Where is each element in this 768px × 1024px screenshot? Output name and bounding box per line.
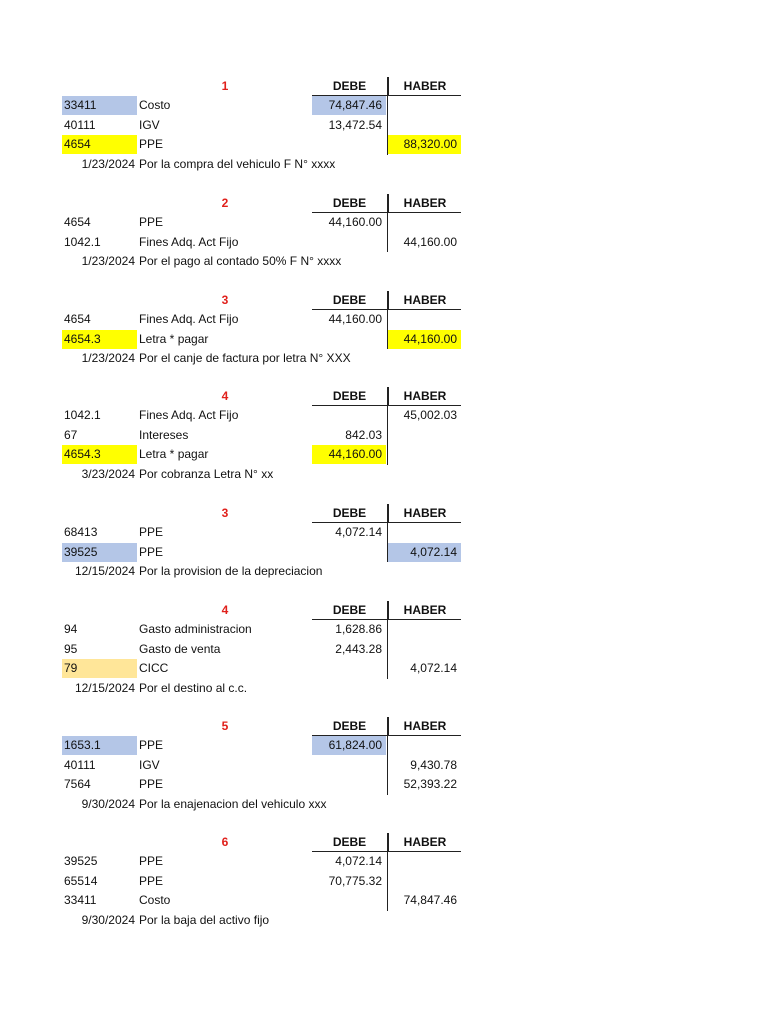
haber-amount-cell[interactable]: 44,160.00: [403, 234, 457, 249]
account-code-cell[interactable]: 39525: [64, 854, 98, 868]
haber-amount-cell[interactable]: 44,160.00: [388, 330, 461, 349]
entry-gloss[interactable]: Por cobranza Letra N° xx: [139, 466, 274, 481]
account-code-cell[interactable]: 4654: [64, 215, 91, 229]
account-description-cell[interactable]: PPE: [139, 777, 164, 791]
account-description-cell[interactable]: Gasto administracion: [139, 622, 252, 636]
account-code-cell[interactable]: 1042.1: [64, 234, 101, 249]
column-divider: [387, 387, 388, 465]
entry-number: 4: [221, 389, 229, 403]
account-code-cell[interactable]: 4654.3: [62, 330, 137, 349]
column-divider: [387, 77, 388, 155]
account-code-cell[interactable]: 33411: [64, 893, 97, 907]
account-description-cell[interactable]: Costo: [139, 893, 171, 907]
haber-header: HABER: [388, 504, 461, 523]
entry-date[interactable]: 9/30/2024: [81, 912, 135, 927]
account-code-cell[interactable]: 79: [62, 659, 137, 678]
account-code-cell[interactable]: 39525: [62, 543, 137, 562]
account-description-cell[interactable]: IGV: [139, 117, 160, 132]
debe-header: DEBE: [312, 504, 387, 523]
account-description-cell[interactable]: Intereses: [139, 427, 189, 442]
account-description-cell[interactable]: CICC: [139, 661, 169, 675]
entry-date[interactable]: 9/30/2024: [81, 796, 135, 811]
debe-amount-cell[interactable]: 44,160.00: [312, 445, 386, 464]
debe-header: DEBE: [312, 601, 387, 620]
account-description-cell[interactable]: Fines Adq. Act Fijo: [139, 312, 239, 326]
entry-date[interactable]: 1/23/2024: [81, 254, 135, 268]
debe-amount-cell[interactable]: [312, 659, 386, 678]
haber-amount-cell[interactable]: [388, 620, 461, 639]
debe-amount-cell[interactable]: [312, 775, 386, 794]
haber-amount-cell[interactable]: [388, 640, 461, 659]
debe-amount-cell[interactable]: 61,824.00: [312, 736, 386, 755]
debe-amount-cell[interactable]: [312, 406, 386, 425]
account-description-cell[interactable]: Costo: [139, 98, 171, 112]
account-description-cell[interactable]: Letra * pagar: [139, 331, 209, 346]
account-code-cell[interactable]: 65514: [64, 873, 98, 888]
debe-header: DEBE: [312, 194, 387, 213]
haber-amount-cell[interactable]: [388, 426, 461, 445]
account-description-cell[interactable]: PPE: [139, 215, 164, 229]
account-code-cell[interactable]: 94: [64, 622, 78, 636]
account-description-cell[interactable]: PPE: [139, 738, 164, 752]
haber-amount-cell[interactable]: 4,072.14: [410, 661, 457, 675]
haber-amount-cell[interactable]: 4,072.14: [388, 543, 461, 562]
haber-amount-cell[interactable]: [388, 445, 461, 464]
account-description-cell[interactable]: Gasto de venta: [139, 641, 221, 656]
column-divider: [387, 601, 388, 679]
haber-amount-cell[interactable]: 45,002.03: [403, 408, 457, 422]
debe-header: DEBE: [312, 291, 387, 310]
account-code-cell[interactable]: 95: [64, 641, 78, 656]
entry-gloss[interactable]: Por la provision de la depreciacion: [139, 564, 323, 578]
account-description-cell[interactable]: Fines Adq. Act Fijo: [139, 408, 239, 422]
debe-amount-cell[interactable]: [312, 756, 386, 775]
column-divider: [387, 504, 388, 562]
entry-number: 2: [221, 196, 229, 210]
debe-amount-cell[interactable]: 4,072.14: [335, 525, 382, 539]
account-code-cell[interactable]: 4654.3: [62, 445, 137, 464]
debe-header: DEBE: [312, 717, 387, 736]
column-divider: [387, 194, 388, 252]
entry-date[interactable]: 12/15/2024: [74, 680, 135, 695]
haber-header: HABER: [388, 291, 461, 310]
haber-header: HABER: [388, 833, 461, 852]
haber-amount-cell[interactable]: 74,847.46: [403, 893, 457, 907]
entry-gloss[interactable]: Por la enajenacion del vehiculo xxx: [139, 796, 327, 811]
debe-amount-cell[interactable]: 74,847.46: [312, 96, 386, 115]
haber-amount-cell[interactable]: [388, 872, 461, 891]
account-description-cell[interactable]: PPE: [139, 854, 164, 868]
debe-amount-cell[interactable]: 70,775.32: [328, 873, 382, 888]
account-description-cell[interactable]: PPE: [139, 873, 164, 888]
entry-number: 6: [221, 835, 229, 849]
haber-amount-cell[interactable]: [388, 116, 461, 135]
entry-date[interactable]: 12/15/2024: [74, 564, 135, 578]
entry-number: 1: [221, 79, 229, 93]
account-description-cell[interactable]: IGV: [139, 757, 160, 772]
account-description-cell[interactable]: PPE: [139, 525, 164, 539]
haber-header: HABER: [388, 601, 461, 620]
haber-amount-cell[interactable]: [388, 736, 461, 755]
debe-amount-cell[interactable]: 2,443.28: [335, 641, 382, 656]
debe-amount-cell[interactable]: 842.03: [345, 427, 382, 442]
entry-number: 3: [221, 293, 229, 307]
entry-number: 3: [221, 506, 229, 520]
debe-header: DEBE: [312, 77, 387, 96]
entry-gloss[interactable]: Por el destino al c.c.: [139, 680, 248, 695]
account-code-cell[interactable]: 33411: [62, 96, 137, 115]
debe-header: DEBE: [312, 833, 387, 852]
entry-number: 4: [221, 603, 229, 617]
entry-gloss[interactable]: Por la baja del activo fijo: [139, 912, 270, 927]
entry-gloss[interactable]: Por la compra del vehiculo F N° xxxx: [139, 156, 336, 171]
account-code-cell[interactable]: 1653.1: [62, 736, 137, 755]
account-code-cell[interactable]: 40111: [64, 757, 96, 772]
account-code-cell[interactable]: 67: [64, 427, 78, 442]
haber-header: HABER: [388, 194, 461, 213]
debe-header: DEBE: [312, 387, 387, 406]
haber-amount-cell[interactable]: [388, 523, 461, 542]
debe-amount-cell[interactable]: [312, 233, 386, 252]
account-code-cell[interactable]: 68413: [64, 525, 98, 539]
debe-amount-cell[interactable]: [312, 330, 386, 349]
debe-amount-cell[interactable]: [312, 891, 386, 910]
debe-amount-cell[interactable]: [312, 543, 386, 562]
account-code-cell[interactable]: 4654: [64, 312, 91, 326]
account-code-cell[interactable]: 7564: [64, 777, 91, 791]
haber-header: HABER: [388, 717, 461, 736]
account-description-cell[interactable]: Fines Adq. Act Fijo: [139, 234, 239, 249]
entry-gloss[interactable]: Por el canje de factura por letra N° XXX: [139, 351, 351, 365]
debe-amount-cell[interactable]: 1,628.86: [335, 622, 382, 636]
account-description-cell[interactable]: PPE: [139, 544, 164, 559]
debe-amount-cell[interactable]: 44,160.00: [328, 312, 382, 326]
account-code-cell[interactable]: 4654: [62, 135, 137, 154]
account-code-cell[interactable]: 40111: [64, 117, 96, 132]
column-divider: [387, 717, 388, 795]
haber-header: HABER: [388, 387, 461, 406]
haber-header: HABER: [388, 77, 461, 96]
haber-amount-cell[interactable]: 9,430.78: [410, 757, 457, 772]
debe-amount-cell[interactable]: 13,472.54: [328, 117, 382, 132]
entry-date[interactable]: 1/23/2024: [81, 351, 135, 365]
entry-gloss[interactable]: Por el pago al contado 50% F N° xxxx: [139, 254, 342, 268]
haber-amount-cell[interactable]: 88,320.00: [388, 135, 461, 154]
haber-amount-cell[interactable]: [388, 852, 461, 871]
entry-date[interactable]: 1/23/2024: [81, 156, 135, 171]
entry-date[interactable]: 3/23/2024: [81, 466, 135, 481]
haber-amount-cell[interactable]: 52,393.22: [403, 777, 457, 791]
debe-amount-cell[interactable]: [312, 135, 386, 154]
debe-amount-cell[interactable]: 4,072.14: [335, 854, 382, 868]
haber-amount-cell[interactable]: [388, 310, 461, 329]
account-code-cell[interactable]: 1042.1: [64, 408, 101, 422]
haber-amount-cell[interactable]: [388, 96, 461, 115]
account-description-cell[interactable]: Letra * pagar: [139, 447, 209, 461]
debe-amount-cell[interactable]: 44,160.00: [328, 215, 382, 229]
account-description-cell[interactable]: PPE: [139, 137, 164, 151]
column-divider: [387, 291, 388, 349]
haber-amount-cell[interactable]: [388, 213, 461, 232]
column-divider: [387, 833, 388, 911]
entry-number: 5: [221, 719, 229, 733]
